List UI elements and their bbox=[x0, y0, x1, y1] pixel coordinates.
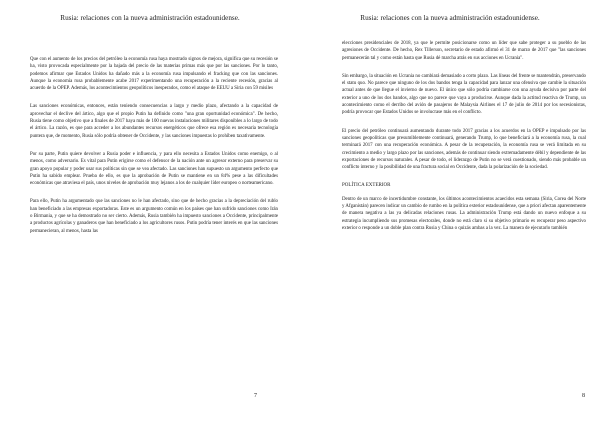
paragraph: El precio del petróleo continuará aumentando durante todo 2017 gracias a los acuerdos en la OPEP e impulsado por las sanciones geopolíticas que presumiblemente continuará, generando Trump, lo que beneficiará a la economía rusa, la cual terminará 2017 con una recuperación económica. A pesar de la recuperación, la economía rusa se verá limitada en su crecimiento a medio y largo plazo por las sanciones, además de continuar siendo extremadamente débil y dependiente de las exportaciones de recursos naturales. A pesar de todo, el liderazgo de Putin no se verá cuestionado, siendo más probable un conflicto interno y la posibilidad de una fractura social en Occidente, dada la polarización de la sociedad. bbox=[342, 128, 586, 171]
paragraph: Las sanciones económicas, entonces, están teniendo consecuencias a largo y medio plazo, afectando a la capacidad de aprovechar el declive del ártico, algo que el propio Putin ha definido como "una gran oportunidad económica". De hecho, Rusia tiene como objetivo que a finales de 2017 haya más de 100 nuevas instalaciones militares disponibles a lo largo de todo el ártico. La razón, es que para acceder a los abundantes recursos energéticos que ofrece esa región es necesaria tecnología puntera que, de momento, Rusia sólo podría obtener de Occidente, y las sanciones impuestas lo prohíben taxativamente. bbox=[30, 104, 278, 139]
paragraph: Dentro de un marco de incertidumbre constante, los últimos acontecimientos acaecidos esta semana (Siria, Corea del Norte y Afganistán) parecen indicar un cambio de rumbo en la política exterior estadounidense, que a priori afectan aparentemente de manera negativa a las ya delicadas relaciones rusas. La administración Trump está dando un nuevo enfoque a su estrategia incumpliendo sus promesas electorales, donde no está claro si su objetivo primario es recuperar peso aspectivo exterior o responde a un doble plan contra Rusia y China o quizás ambas a la vez. La manera de ejecutarlo también bbox=[342, 196, 586, 231]
paragraph: Que con el aumento de los precios del petróleo la economía rusa haya mostrado signos de mejora, significa que su recesión se ha, visto provocada especialmente por la bajada del precio de las materias primas más que por las sanciones. Por lo tanto, podemos afirmar que Estados Unidos ha dañado más a la economía rusa impulsando el fracking que con las sanciones. Aunque la economía rusa probablemente acabe 2017 experimentando una recuperación a la reciente recesión, gracias al acuerdo de la OPEP. Además, los acontecimientos geopolíticos inesperados, como el ataque de EEUU a Siria con 59 misiles bbox=[30, 57, 278, 92]
section-title: POLÍTICA EXTERIOR bbox=[342, 183, 391, 189]
body-text bbox=[30, 56, 278, 246]
right-page bbox=[300, 0, 600, 424]
page-number: 7 bbox=[254, 393, 257, 399]
body-text bbox=[342, 40, 586, 243]
paragraph: Por su parte, Putin quiere devolver a Rusia poder e influencia, y para ello necesita a Estados Unidos como enemigo, o al menos, como adversario. Es vital para Putin erigirse como el defensor de la nación ante un agresor externo para preservar su gran apoyo popular y poder usar sus políticas sin que se vea afectado. Las sanciones han supuesto un argumento perfecto que Putin ha sabido emplear. Prueba de ello, es que la aprobación de Putin se mantiene en un 84% pese a las dificultades económicas que atraviesa el país, unos niveles de aprobación muy lejanos a los de cualquier líder europeo o norteamericano. bbox=[30, 151, 278, 187]
paragraph: Para ello, Putin ha argumentado que las sanciones no le han afectado, sino que de hecho gracias a la depreciación del rublo han beneficiado a las empresas exportadoras. Este es un argumento común en los países que han sufrido sanciones como Irán o Birmania, y que se ha demostrado no ser cierto. Además, Rusia también ha impuesto sanciones a Occidente, principalmente a productos agrícolas y ganaderos que han beneficiado a los agricultores rusos. Putin podría tener interés en que las sanciones permanecieran, al menos, hasta las bbox=[30, 199, 278, 234]
page-number: 8 bbox=[582, 393, 585, 399]
running-header: Rusia: relaciones con la nueva administración estadounidense. bbox=[360, 14, 540, 22]
paragraph: elecciones presidenciales de 2018, ya que le permite posicionarse como un líder que sabe proteger a su pueblo de las agresiones de Occidente. De hecho, Rex Tillerson, secretario de estado afirmó el 31 de marzo de 2017 que "las sanciones permanecerán tal y como están hasta que Rusia dé marcha atrás en sus acciones en Ucrania". bbox=[342, 41, 586, 61]
paragraph: Sin embargo, la situación en Ucrania no cambiará demasiado a corto plazo. Las líneas del frente se mantendrán, preservando el statu quo. No parece que ninguno de los dos bandos tenga la capacidad para lanzar una ofensiva que cambie la situación actual antes de que llegue el invierno de nuevo. El único que sólo podría cambiarse con una ayuda decisiva por parte del exterior a uno de los dos bandos, algo que no parece que vaya a producirse. Aunque dada la actitud reactiva de Trump, un acontecimiento como el derribo del avión de pasajeros de Malaysia Airlines el 17 de julio de 2014 por los secesionistas, podría provocar que Estados Unidos se involucrase más en el conflicto. bbox=[342, 73, 586, 116]
running-header: Rusia: relaciones con la nueva administración estadounidense. bbox=[60, 14, 240, 22]
